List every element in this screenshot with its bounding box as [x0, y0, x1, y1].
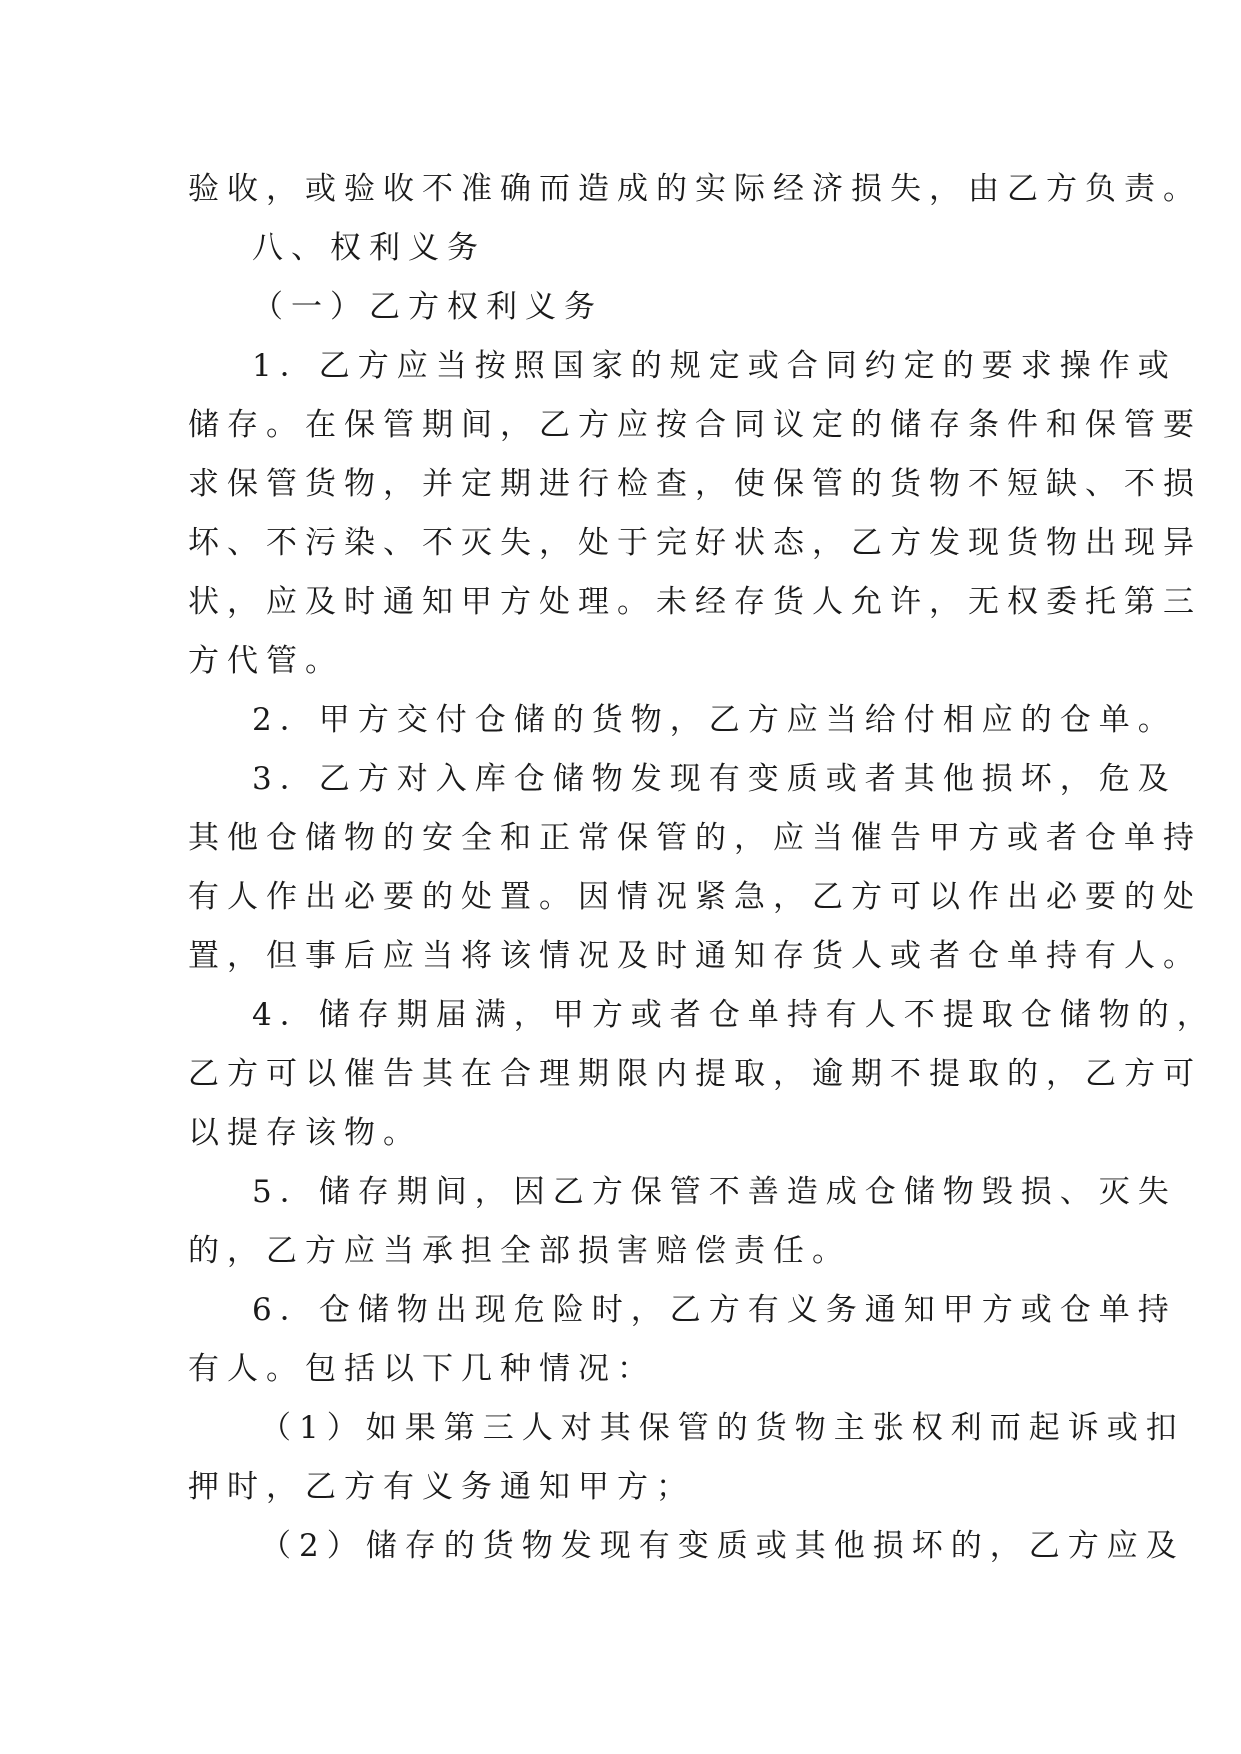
paragraph-line: 坏、不污染、不灭失，处于完好状态，乙方发现货物出现异 — [188, 525, 1202, 561]
document-body — [188, 160, 1216, 1576]
subsection-heading: （一）乙方权利义务 — [252, 289, 603, 325]
paragraph-line: 有人。包括以下几种情况： — [188, 1351, 656, 1387]
paragraph-line: 1．乙方应当按照国家的规定或合同约定的要求操作或 — [252, 348, 1177, 384]
paragraph-line: 6．仓储物出现危险时，乙方有义务通知甲方或仓单持 — [252, 1292, 1177, 1328]
paragraph-line: 5．储存期间，因乙方保管不善造成仓储物毁损、灭失 — [252, 1174, 1177, 1210]
paragraph-line: 押时，乙方有义务通知甲方； — [188, 1469, 695, 1505]
paragraph-line: 储存。在保管期间，乙方应按合同议定的储存条件和保管要 — [188, 407, 1202, 443]
paragraph-line: 状，应及时通知甲方处理。未经存货人允许，无权委托第三 — [188, 584, 1202, 620]
paragraph-line: （2）储存的货物发现有变质或其他损坏的，乙方应及 — [260, 1528, 1185, 1564]
paragraph-line: 乙方可以催告其在合理期限内提取，逾期不提取的，乙方可 — [188, 1056, 1202, 1092]
paragraph-line: 2．甲方交付仓储的货物，乙方应当给付相应的仓单。 — [252, 702, 1177, 738]
paragraph-line: （1）如果第三人对其保管的货物主张权利而起诉或扣 — [260, 1410, 1185, 1446]
paragraph-line: 4．储存期届满，甲方或者仓单持有人不提取仓储物的， — [252, 997, 1216, 1033]
paragraph-line: 验收，或验收不准确而造成的实际经济损失，由乙方负责。 — [188, 171, 1202, 207]
section-heading: 八、权利义务 — [252, 230, 486, 266]
paragraph-line: 置，但事后应当将该情况及时通知存货人或者仓单持有人。 — [188, 938, 1202, 974]
paragraph-line: 以提存该物。 — [188, 1115, 422, 1151]
paragraph-line: 的，乙方应当承担全部损害赔偿责任。 — [188, 1233, 851, 1269]
paragraph-line: 求保管货物，并定期进行检查，使保管的货物不短缺、不损 — [188, 466, 1202, 502]
paragraph-line: 3．乙方对入库仓储物发现有变质或者其他损坏，危及 — [252, 761, 1177, 797]
paragraph-line: 其他仓储物的安全和正常保管的，应当催告甲方或者仓单持 — [188, 820, 1202, 856]
paragraph-line: 有人作出必要的处置。因情况紧急，乙方可以作出必要的处 — [188, 879, 1202, 915]
paragraph-line: 方代管。 — [188, 643, 344, 679]
